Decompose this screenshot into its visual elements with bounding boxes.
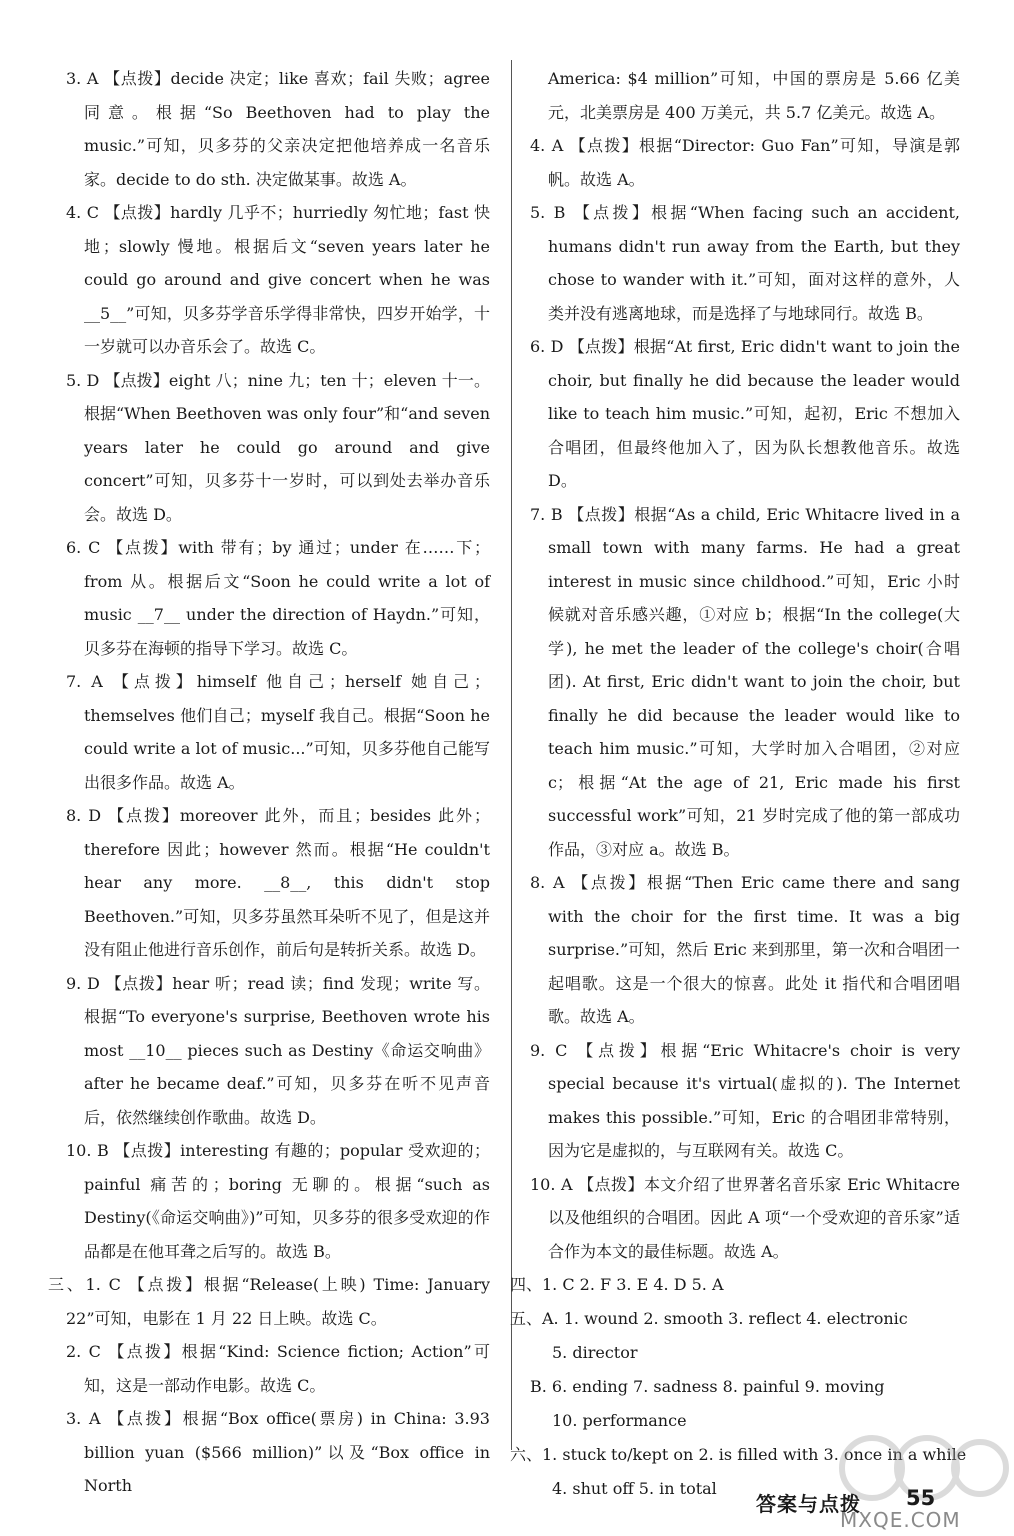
section-5a-line2: 5. director xyxy=(552,1343,638,1362)
answer-item: 2. C 【点拨】根据“Kind: Science fiction; Action”可知，这是一部动作电影。故选 C。 xyxy=(66,1342,490,1395)
answer-item: 6. D 【点拨】根据“At first, Eric didn't want to join the choir, but finally he did because the leader would like to teach him music.”可知，起初，Eric 不想加入合唱团，但最终他加入了，因为队长想教他音乐。故选 D。 xyxy=(530,337,960,490)
left-column xyxy=(48,62,490,1503)
answer-item: 4. A 【点拨】根据“Director: Guo Fan”可知，导演是郭帆。故选 A。 xyxy=(530,136,960,189)
answer-item: 5. B 【点拨】根据“When facing such an accident, humans didn't run away from the Earth, but they chose to wander with it.”可知，面对这样的意外，人类并没有逃离地球，而是选择了与地球同行。故选 B。 xyxy=(530,203,960,323)
column-divider xyxy=(511,60,512,1450)
answer-item: 7. A 【点拨】himself 他自己；herself 她自己；themselves 他们自己；myself 我自己。根据“Soon he could write a lot of music...”可知，贝多芬他自己能写出很多作品。故选 A。 xyxy=(66,672,490,792)
answer-item: 7. B 【点拨】根据“As a child, Eric Whitacre lived in a small town with many farms. He had a great interest in music since childhood.”可知，Eric 小时候就对音乐感兴趣，①对应 b；根据“In the college(大学), he met the leader of the college's choir(合唱团). At first, Eric didn't want to join the choir, but finally he did because the leader would like to teach him music.”可知，大学时加入合唱团，②对应 c；根据“At the age of 21, Eric made his first successful work”可知，21 岁时完成了他的第一部成功作品，③对应 a。故选 B。 xyxy=(530,504,960,859)
section-6-line1: 六、1. stuck to/kept on 2. is filled with 3. once in a while xyxy=(510,1445,967,1464)
section-5b-line1: B. 6. ending 7. sadness 8. painful 9. moving xyxy=(530,1377,885,1396)
answer-item: 三、1. C 【点拨】根据“Release(上映) Time: January 22”可知，电影在 1 月 22 日上映。故选 C。 xyxy=(48,1275,490,1328)
answer-item: 8. D 【点拨】moreover 此外，而且；besides 此外；therefore 因此；however 然而。根据“He couldn't hear any more. __8__, this didn't stop Beethoven.”可知，贝多芬虽然耳朵听不见了，但是这并没有阻止他进行音乐创作，前后句是转折关系。故选 D。 xyxy=(66,806,490,959)
watermark-text: MXQE.COM xyxy=(840,1508,961,1532)
section-5b-line2: 10. performance xyxy=(552,1411,687,1430)
answer-item: 10. B 【点拨】interesting 有趣的；popular 受欢迎的；painful 痛苦的；boring 无聊的。根据“such as Destiny(《命运交响曲》)”可知，贝多芬的很多受欢迎的作品都是在他耳聋之后写的。故选 B。 xyxy=(66,1141,490,1261)
right-column xyxy=(510,62,967,1506)
section-6-line2: 4. shut off 5. in total xyxy=(552,1479,717,1498)
answer-item: 8. A 【点拨】根据“Then Eric came there and sang with the choir for the first time. It was a big surprise.”可知，然后 Eric 来到那里，第一次和合唱团一起唱歌。这是一个很大的惊喜。此处 it 指代和合唱团唱歌。故选 A。 xyxy=(530,873,960,1026)
section-5a-line1: 五、A. 1. wound 2. smooth 3. reflect 4. electronic xyxy=(510,1309,908,1328)
answer-item: 9. D 【点拨】hear 听；read 读；find 发现；write 写。根据“To everyone's surprise, Beethoven wrote his most __10__ pieces such as Destiny《命运交响曲》after he became deaf.”可知，贝多芬在听不见声音后，依然继续创作歌曲。故选 D。 xyxy=(66,973,490,1127)
page-number: 55 xyxy=(906,1486,936,1510)
footer-label: 答案与点拨 xyxy=(756,1492,861,1516)
answer-item: 3. A 【点拨】根据“Box office(票房) in China: 3.93 billion yuan ($566 million)”以及“Box office in North xyxy=(66,1409,490,1495)
answer-item: 9. C 【点拨】根据“Eric Whitacre's choir is very special because it's virtual(虚拟的). The Internet makes this possible.”可知，Eric 的合唱团非常特别，因为它是虚拟的，与互联网有关。故选 C。 xyxy=(530,1040,960,1160)
answer-item: 5. D 【点拨】eight 八；nine 九；ten 十；eleven 十一。根据“When Beethoven was only four”和“and seven years later he could go around and give concert”可知，贝多芬十一岁时，可以到处去举办音乐会。故选 D。 xyxy=(66,370,490,524)
answer-item: 3. A 【点拨】decide 决定；like 喜欢；fail 失败；agree 同意。根据“So Beethoven had to play the music.”可知，贝多芬的父亲决定把他培养成一名音乐家。decide to do sth. 决定做某事。故选 A。 xyxy=(66,69,490,189)
section-4-answers: 四、1. C 2. F 3. E 4. D 5. A xyxy=(510,1275,724,1294)
answer-item: 4. C 【点拨】hardly 几乎不；hurriedly 匆忙地；fast 快地；slowly 慢地。根据后文“seven years later he could go around and give concert when he was __5__”可知，贝多芬学音乐学得非常快，四岁开始学，十一岁就可以办音乐会了。故选 C。 xyxy=(66,203,490,356)
answer-item: 6. C 【点拨】with 带有；by 通过；under 在……下；from 从。根据后文“Soon he could write a lot of music __7__ under the direction of Haydn.”可知，贝多芬在海顿的指导下学习。故选 C。 xyxy=(66,538,490,658)
answer-item-continued: America: $4 million”可知，中国的票房是 5.66 亿美元，北美票房是 400 万美元，共 5.7 亿美元。故选 A。 xyxy=(548,69,960,122)
answer-item: 10. A 【点拨】本文介绍了世界著名音乐家 Eric Whitacre 以及他组织的合唱团。因此 A 项“一个受欢迎的音乐家”适合作为本文的最佳标题。故选 A。 xyxy=(530,1174,960,1261)
